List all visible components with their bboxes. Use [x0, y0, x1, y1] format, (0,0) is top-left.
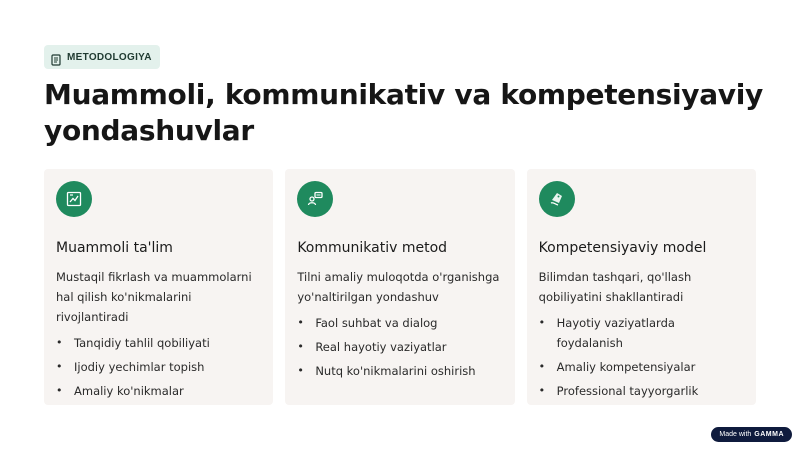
list-item-text: Nutq ko'nikmalarini oshirish: [315, 364, 476, 378]
document-icon: [50, 51, 62, 63]
card-list: [297, 313, 502, 381]
list-item-text: Faol suhbat va dialog: [315, 316, 438, 330]
list-item-text: Amaliy ko'nikmalar: [74, 384, 184, 398]
list-item: [297, 337, 502, 357]
card-title: Kompetensiyaviy model: [538, 240, 707, 256]
list-item-text: Amaliy kompetensiyalar: [556, 360, 696, 374]
card-description: Mustaqil fikrlash va muammolarni hal qilish ko'nikmalarini rivojlantiradi: [56, 270, 252, 324]
card-kompetensiyaviy: [527, 169, 756, 405]
card-kommunikativ: [285, 169, 514, 405]
made-with-gamma-badge[interactable]: [711, 427, 792, 442]
bullet: •: [56, 360, 63, 373]
list-item: [56, 381, 261, 401]
tag-hand-icon: [539, 181, 575, 217]
list-item: [297, 313, 502, 333]
list-item: [539, 381, 744, 401]
people-chat-icon: [297, 181, 333, 217]
bullet: •: [538, 360, 546, 373]
list-item: [539, 313, 744, 353]
gamma-brand: GAMMA: [754, 431, 784, 438]
list-item-text: Real hayotiy vaziyatlar: [315, 340, 447, 354]
list-item-text: Professional tayyorgarlik: [556, 384, 699, 398]
bullet: •: [56, 384, 63, 397]
list-item-text: Hayotiy vaziyatlarda foydalanish: [556, 316, 675, 350]
bullet: •: [297, 316, 304, 329]
list-item: [56, 333, 261, 353]
list-item-text: Tanqidiy tahlil qobiliyati: [74, 336, 210, 350]
list-item: [56, 357, 261, 377]
chart-board-icon: [56, 181, 92, 217]
section-badge: [44, 45, 160, 69]
section-badge-label: METODOLOGIYA: [67, 51, 152, 63]
card-description: Tilni amaliy muloqotda o'rganishga yo'naltirilgan yondashuv: [297, 270, 500, 304]
card-title: Muammoli ta'lim: [56, 240, 173, 256]
cards-row: [44, 169, 756, 405]
bullet: •: [297, 340, 304, 353]
bullet: •: [538, 316, 546, 329]
bullet: •: [297, 364, 304, 377]
card-muammoli: [44, 169, 273, 405]
card-description: Bilimdan tashqari, qo'llash qobiliyatini shakllantiradi: [538, 270, 692, 304]
list-item: [297, 361, 502, 381]
list-item: [539, 357, 744, 377]
card-list: [539, 313, 744, 401]
bullet: •: [538, 384, 546, 397]
card-title: Kommunikativ metod: [297, 240, 448, 256]
made-with-label: Made with: [719, 431, 752, 438]
page-title: Muammoli, kommunikativ va kompetensiyaviy yondashuvlar: [44, 78, 764, 147]
list-item-text: Ijodiy yechimlar topish: [74, 360, 205, 374]
card-list: [56, 333, 261, 401]
bullet: •: [56, 336, 63, 349]
